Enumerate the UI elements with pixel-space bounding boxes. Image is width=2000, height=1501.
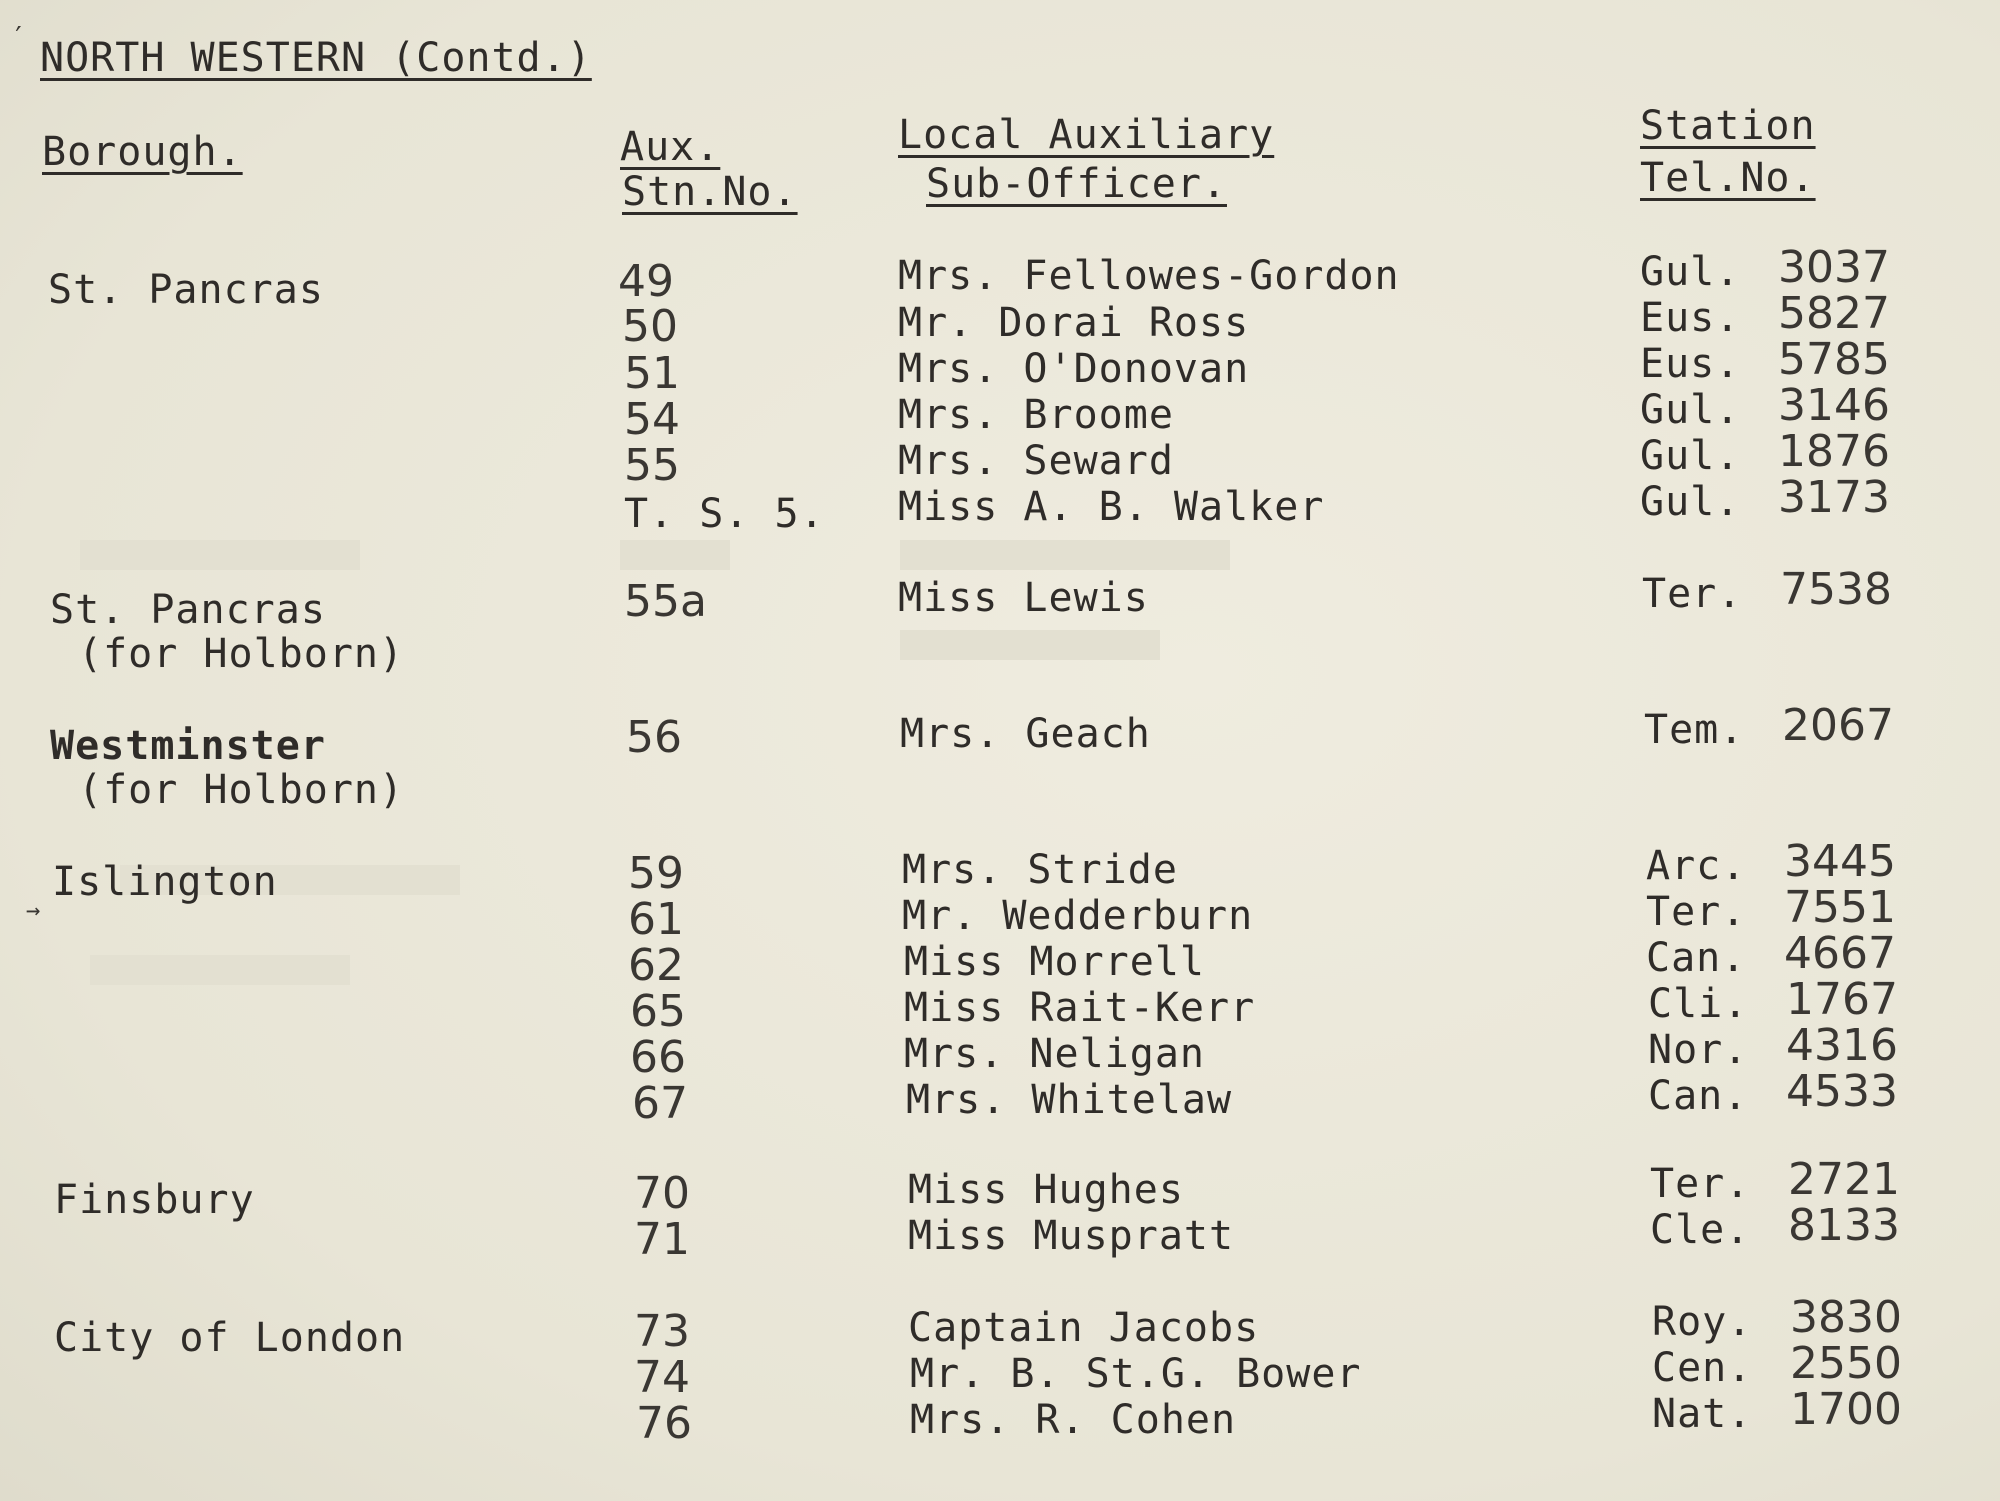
aux-station-number: 54	[624, 394, 680, 445]
borough-note: (for Holborn)	[78, 767, 405, 813]
aux-station-number: 67	[632, 1078, 688, 1129]
tel-number: 3830	[1790, 1292, 1902, 1343]
sub-officer-name: Mrs. O'Donovan	[898, 346, 1250, 392]
tel-exchange: Arc.	[1646, 843, 1747, 889]
aux-station-number: 62	[628, 940, 684, 991]
aux-station-number: 50	[622, 301, 678, 352]
sub-officer-name: Miss Lewis	[898, 575, 1149, 621]
sub-officer-name: Mrs. Geach	[900, 711, 1151, 757]
bleed-through	[620, 540, 730, 570]
tel-exchange: Roy.	[1652, 1299, 1753, 1345]
tel-exchange: Can.	[1648, 1073, 1749, 1119]
tel-exchange: Cli.	[1648, 981, 1749, 1027]
tel-exchange: Nat.	[1652, 1391, 1753, 1437]
tel-number: 2550	[1790, 1338, 1902, 1389]
aux-station-number: 65	[630, 986, 686, 1037]
sub-officer-name: Mrs. Broome	[898, 392, 1174, 438]
tel-exchange: Nor.	[1648, 1027, 1749, 1073]
tel-number: 1876	[1778, 426, 1890, 477]
header-tel-line2: Tel.No.	[1640, 155, 1816, 201]
aux-station-number: 76	[636, 1398, 692, 1449]
tel-exchange: Cen.	[1652, 1345, 1753, 1391]
aux-station-number: 49	[618, 256, 674, 307]
aux-station-number: 55a	[624, 576, 707, 627]
tel-number: 2067	[1782, 700, 1894, 751]
tel-number: 1767	[1786, 974, 1898, 1025]
sub-officer-name: Mrs. Whitelaw	[906, 1077, 1233, 1123]
tel-exchange: Gul.	[1640, 479, 1741, 525]
tel-number: 3037	[1778, 242, 1890, 293]
tel-number: 4533	[1786, 1066, 1898, 1117]
sub-officer-name: Mr. Wedderburn	[902, 893, 1254, 939]
tel-number: 1700	[1790, 1384, 1902, 1435]
tel-exchange: Gul.	[1640, 433, 1741, 479]
borough-name: St. Pancras	[50, 587, 326, 633]
header-officer-line2: Sub-Officer.	[926, 161, 1227, 207]
aux-station-number: 55	[624, 440, 680, 491]
tel-exchange: Ter.	[1646, 889, 1747, 935]
sub-officer-name: Miss Rait-Kerr	[904, 985, 1256, 1031]
aux-station-number: 59	[628, 848, 684, 899]
tel-exchange: Tem.	[1644, 707, 1745, 753]
tel-number: 3445	[1784, 836, 1896, 887]
tel-number: 2721	[1788, 1154, 1900, 1205]
tel-exchange: Ter.	[1642, 571, 1743, 617]
tel-exchange: Can.	[1646, 935, 1747, 981]
sub-officer-name: Miss Morrell	[904, 939, 1205, 985]
sub-officer-name: Mrs. Seward	[898, 438, 1174, 484]
bleed-through	[900, 540, 1230, 570]
header-tel-line1: Station	[1640, 103, 1816, 149]
sub-officer-name: Mrs. Fellowes-Gordon	[898, 253, 1400, 299]
header-aux-line1: Aux.	[620, 124, 721, 170]
aux-station-number: 71	[634, 1214, 690, 1265]
sub-officer-name: Miss A. B. Walker	[898, 484, 1325, 530]
sub-officer-name: Captain Jacobs	[908, 1305, 1260, 1351]
aux-station-number: 66	[630, 1032, 686, 1083]
aux-station-number: 73	[634, 1306, 690, 1357]
ink-mark: ′	[10, 20, 27, 53]
tel-number: 7551	[1784, 882, 1896, 933]
tel-exchange: Ter.	[1650, 1161, 1751, 1207]
borough-name: Finsbury	[54, 1177, 255, 1223]
tel-number: 8133	[1788, 1200, 1900, 1251]
sub-officer-name: Mrs. Stride	[902, 847, 1178, 893]
aux-station-number: T. S. 5.	[624, 491, 825, 537]
ink-mark: →	[26, 896, 41, 924]
tel-exchange: Eus.	[1640, 295, 1741, 341]
bleed-through	[90, 955, 350, 985]
tel-exchange: Gul.	[1640, 249, 1741, 295]
aux-station-number: 56	[626, 712, 682, 763]
tel-number: 3146	[1778, 380, 1890, 431]
borough-name: St. Pancras	[48, 267, 324, 313]
tel-exchange: Gul.	[1640, 387, 1741, 433]
borough-name: Islington	[52, 859, 278, 905]
aux-station-number: 61	[628, 894, 684, 945]
aux-station-number: 70	[634, 1168, 690, 1219]
tel-number: 7538	[1780, 564, 1892, 615]
sub-officer-name: Miss Hughes	[908, 1167, 1184, 1213]
sub-officer-name: Mrs. Neligan	[904, 1031, 1205, 1077]
tel-exchange: Eus.	[1640, 341, 1741, 387]
borough-name: Westminster	[50, 723, 326, 769]
tel-number: 4667	[1784, 928, 1896, 979]
aux-station-number: 74	[634, 1352, 690, 1403]
bleed-through	[80, 540, 360, 570]
bleed-through	[900, 630, 1160, 660]
sub-officer-name: Mrs. R. Cohen	[910, 1397, 1237, 1443]
borough-name: City of London	[54, 1315, 406, 1361]
header-borough: Borough.	[42, 129, 243, 175]
tel-number: 3173	[1778, 472, 1890, 523]
header-aux-line2: Stn.No.	[622, 169, 798, 215]
sub-officer-name: Mr. B. St.G. Bower	[910, 1351, 1362, 1397]
aux-station-number: 51	[624, 348, 680, 399]
tel-number: 5827	[1778, 288, 1890, 339]
sub-officer-name: Mr. Dorai Ross	[898, 300, 1250, 346]
sub-officer-name: Miss Muspratt	[908, 1213, 1235, 1259]
tel-exchange: Cle.	[1650, 1207, 1751, 1253]
tel-number: 5785	[1778, 334, 1890, 385]
tel-number: 4316	[1786, 1020, 1898, 1071]
borough-note: (for Holborn)	[78, 631, 405, 677]
page-heading: NORTH WESTERN (Contd.)	[40, 35, 592, 81]
header-officer-line1: Local Auxiliary	[898, 112, 1275, 158]
